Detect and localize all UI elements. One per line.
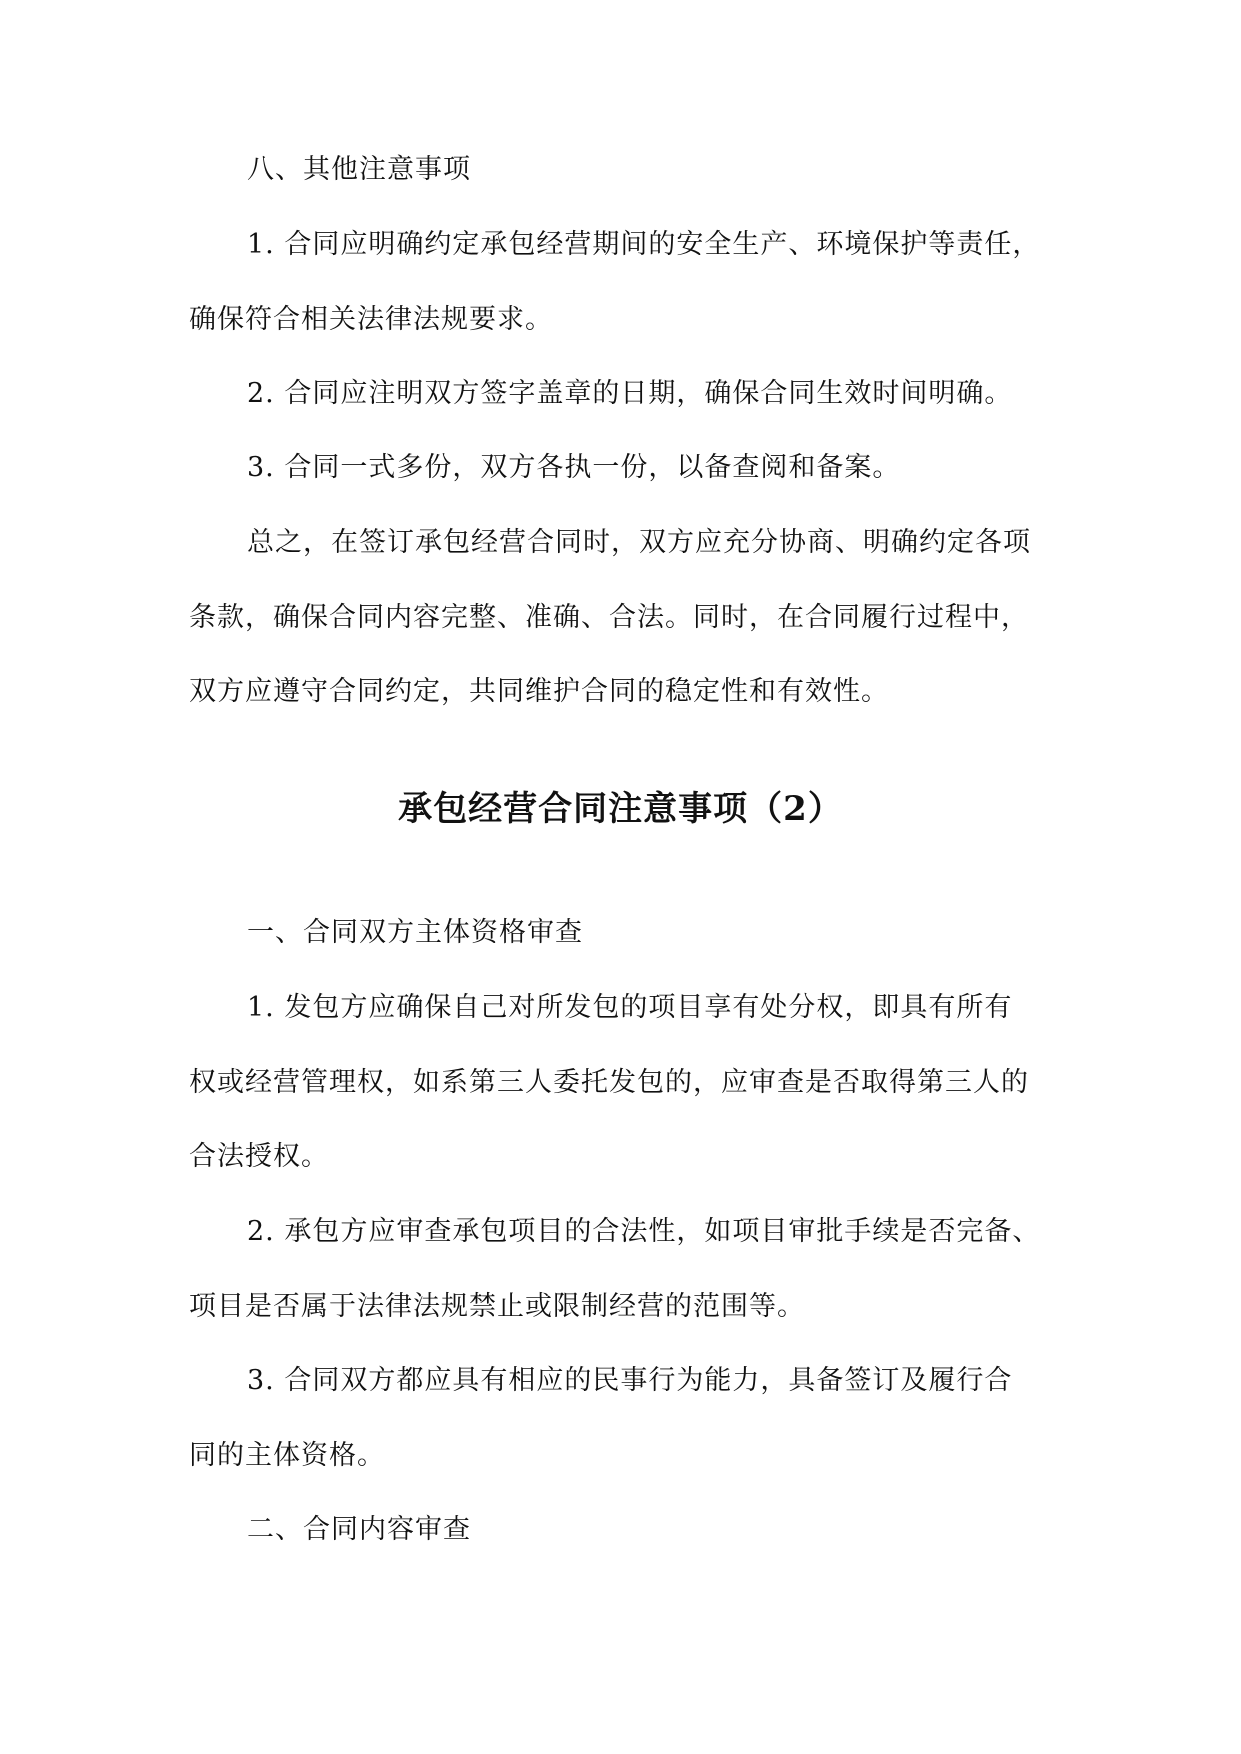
section-1-item-2-line-1: 2. 承包方应审查承包项目的合法性，如项目审批手续是否完备、 [247,1216,1041,1247]
section-1-heading: 一、合同双方主体资格审查 [247,917,583,948]
summary-line-1: 总之，在签订承包经营合同时，双方应充分协商、明确约定各项 [247,527,1031,558]
section-8-heading: 八、其他注意事项 [247,154,471,185]
section-1-item-1-line-3: 合法授权。 [189,1141,329,1172]
summary-line-3: 双方应遵守合同约定，共同维护合同的稳定性和有效性。 [189,676,889,707]
section-1-item-3-line-1: 3. 合同双方都应具有相应的民事行为能力，具备签订及履行合 [247,1365,1013,1396]
section-1-item-2-line-2: 项目是否属于法律法规禁止或限制经营的范围等。 [189,1291,805,1322]
section-8-item-1-line-2: 确保符合相关法律法规要求。 [189,304,553,335]
section-1-item-1-line-1: 1. 发包方应确保自己对所发包的项目享有处分权，即具有所有 [247,992,1013,1023]
section-8-item-2: 2. 合同应注明双方签字盖章的日期，确保合同生效时间明确。 [247,378,1013,409]
section-8-item-1-line-1: 1. 合同应明确约定承包经营期间的安全生产、环境保护等责任， [247,229,1041,260]
section-1-item-3-line-2: 同的主体资格。 [189,1440,385,1471]
summary-line-2: 条款，确保合同内容完整、准确、合法。同时，在合同履行过程中， [189,602,1029,633]
section-1-item-1-line-2: 权或经营管理权，如系第三人委托发包的，应审查是否取得第三人的 [189,1067,1029,1098]
section-8-item-3: 3. 合同一式多份，双方各执一份，以备查阅和备案。 [247,452,901,483]
document-title: 承包经营合同注意事项（2） [398,789,843,829]
section-2-heading: 二、合同内容审查 [247,1514,471,1545]
